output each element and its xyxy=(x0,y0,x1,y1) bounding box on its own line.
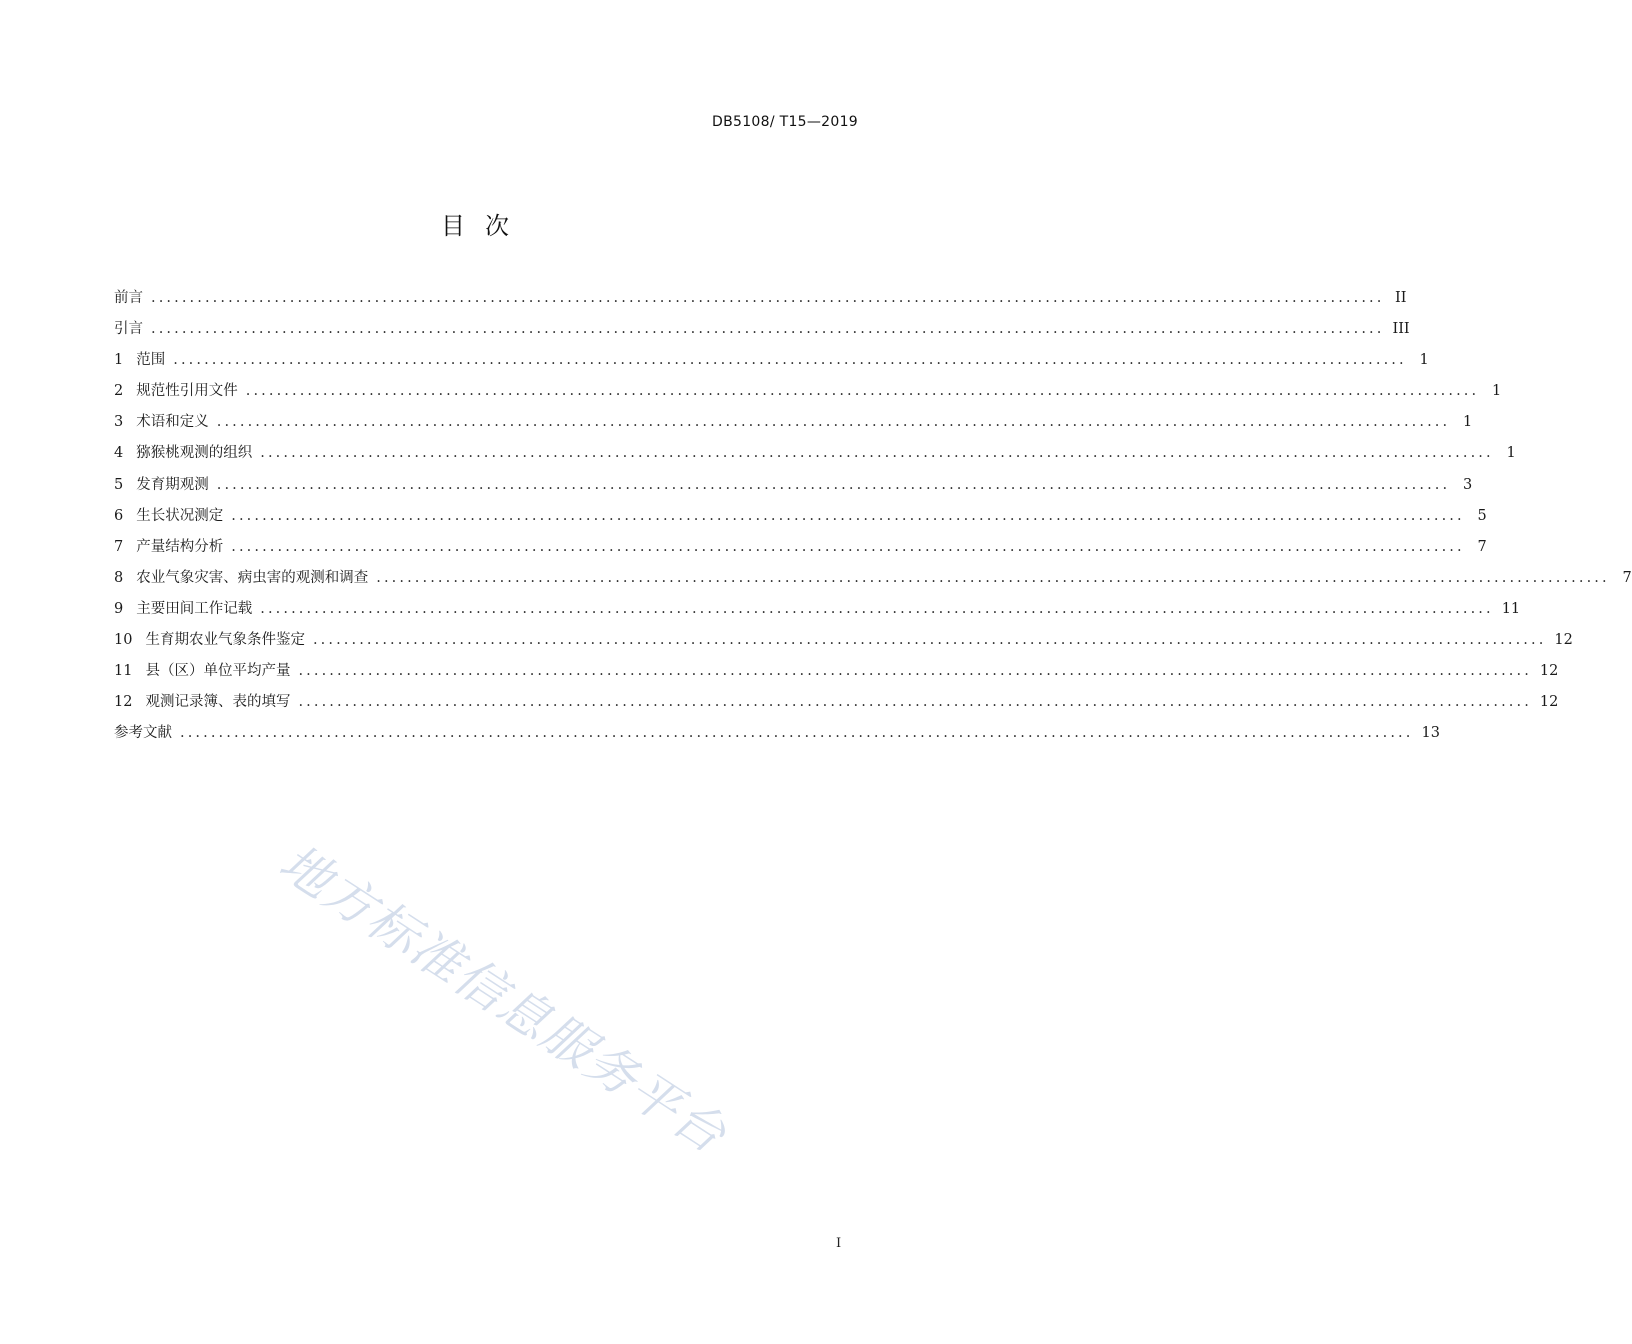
page-number: I xyxy=(836,1236,842,1251)
toc-entry-page: 12 xyxy=(1539,663,1559,680)
toc-entry-page: 1 xyxy=(1462,414,1473,431)
toc-entry-label: 术语和定义 xyxy=(136,414,209,431)
toc-leader-dots: ................................................................................................................................................................ xyxy=(151,321,1385,338)
toc-entry-page: II xyxy=(1395,290,1407,306)
toc-entry[interactable] xyxy=(114,628,1573,659)
toc-entry-label: 规范性引用文件 xyxy=(136,383,238,400)
table-of-contents xyxy=(114,286,1632,752)
toc-entry-number: 1 xyxy=(114,352,124,369)
toc-entry-label: 生育期农业气象条件鉴定 xyxy=(145,632,305,649)
toc-entry-label: 前言 xyxy=(114,290,143,306)
toc-entry[interactable] xyxy=(114,504,1487,535)
toc-leader-dots: ................................................................................................................................................................ xyxy=(231,538,1465,555)
toc-entry-number: 7 xyxy=(114,538,124,555)
toc-leader-dots: ................................................................................................................................................................ xyxy=(376,569,1610,586)
toc-entry-number: 8 xyxy=(114,569,124,586)
toc-entry-number: 10 xyxy=(114,632,133,649)
toc-entry[interactable] xyxy=(114,535,1487,566)
toc-entry-number: 4 xyxy=(114,445,124,462)
toc-leader-dots: ................................................................................................................................................................ xyxy=(231,507,1465,524)
toc-leader-dots: ................................................................................................................................................................ xyxy=(180,725,1414,742)
toc-leader-dots: ................................................................................................................................................................ xyxy=(298,694,1532,711)
toc-entry-page: 7 xyxy=(1477,538,1487,555)
toc-entry-number: 5 xyxy=(114,476,124,493)
toc-entry-label: 范围 xyxy=(136,352,166,369)
toc-entry-page: III xyxy=(1392,321,1410,338)
toc-entry[interactable] xyxy=(114,597,1521,628)
toc-entry-page: 1 xyxy=(1491,383,1502,400)
toc-entry-label: 生长状况测定 xyxy=(136,507,224,524)
toc-entry[interactable] xyxy=(114,566,1632,597)
toc-leader-dots: ................................................................................................................................................................ xyxy=(173,352,1407,369)
toc-entry[interactable] xyxy=(114,379,1502,410)
toc-entry-number: 9 xyxy=(114,600,124,617)
toc-entry[interactable] xyxy=(114,348,1429,379)
toc-leader-dots: ................................................................................................................................................................ xyxy=(151,290,1385,306)
toc-entry[interactable] xyxy=(114,410,1473,441)
toc-leader-dots: ................................................................................................................................................................ xyxy=(298,663,1532,680)
watermark-text: 地方标准信息服务平台 xyxy=(269,833,738,1165)
toc-entry-label: 农业气象灾害、病虫害的观测和调查 xyxy=(136,569,369,586)
toc-leader-dots: ................................................................................................................................................................ xyxy=(216,414,1451,431)
toc-entry[interactable] xyxy=(114,286,1407,317)
toc-entry-label: 县（区）单位平均产量 xyxy=(145,663,291,680)
toc-entry-page: 12 xyxy=(1554,632,1573,649)
toc-leader-dots: ................................................................................................................................................................ xyxy=(260,600,1494,617)
toc-entry-label: 发育期观测 xyxy=(136,476,209,493)
toc-entry-page: 5 xyxy=(1477,507,1487,524)
toc-entry-page: 3 xyxy=(1462,476,1473,493)
toc-entry-page: 13 xyxy=(1421,725,1440,742)
toc-entry[interactable] xyxy=(114,721,1440,752)
toc-entry-label: 产量结构分析 xyxy=(136,538,224,555)
toc-entry[interactable] xyxy=(114,659,1559,690)
toc-entry-page: 1 xyxy=(1419,352,1429,369)
toc-entry[interactable] xyxy=(114,317,1410,348)
toc-entry-label: 主要田间工作记载 xyxy=(136,600,253,617)
toc-entry-page: 7 xyxy=(1622,569,1632,586)
toc-entry[interactable] xyxy=(114,473,1473,504)
document-code: DB5108/ T15—2019 xyxy=(712,114,858,130)
toc-entry-number: 12 xyxy=(114,694,133,711)
toc-entry-label: 观测记录簿、表的填写 xyxy=(145,694,291,711)
toc-entry-number: 6 xyxy=(114,507,124,524)
toc-entry[interactable] xyxy=(114,690,1559,721)
toc-entry-page: 11 xyxy=(1501,600,1521,617)
page-title: 目次 xyxy=(441,212,529,240)
toc-entry[interactable] xyxy=(114,441,1516,472)
toc-leader-dots: ................................................................................................................................................................ xyxy=(245,383,1480,400)
toc-leader-dots: ................................................................................................................................................................ xyxy=(216,476,1451,493)
toc-entry-page: 12 xyxy=(1539,694,1559,711)
toc-entry-label: 参考文献 xyxy=(114,725,172,742)
toc-leader-dots: ................................................................................................................................................................ xyxy=(312,632,1547,649)
toc-entry-label: 引言 xyxy=(114,321,143,338)
toc-entry-number: 11 xyxy=(114,663,133,680)
toc-entry-label: 猕猴桃观测的组织 xyxy=(136,445,253,462)
toc-entry-number: 2 xyxy=(114,383,124,400)
toc-entry-number: 3 xyxy=(114,414,124,431)
toc-leader-dots: ................................................................................................................................................................ xyxy=(260,445,1494,462)
toc-entry-page: 1 xyxy=(1506,445,1516,462)
